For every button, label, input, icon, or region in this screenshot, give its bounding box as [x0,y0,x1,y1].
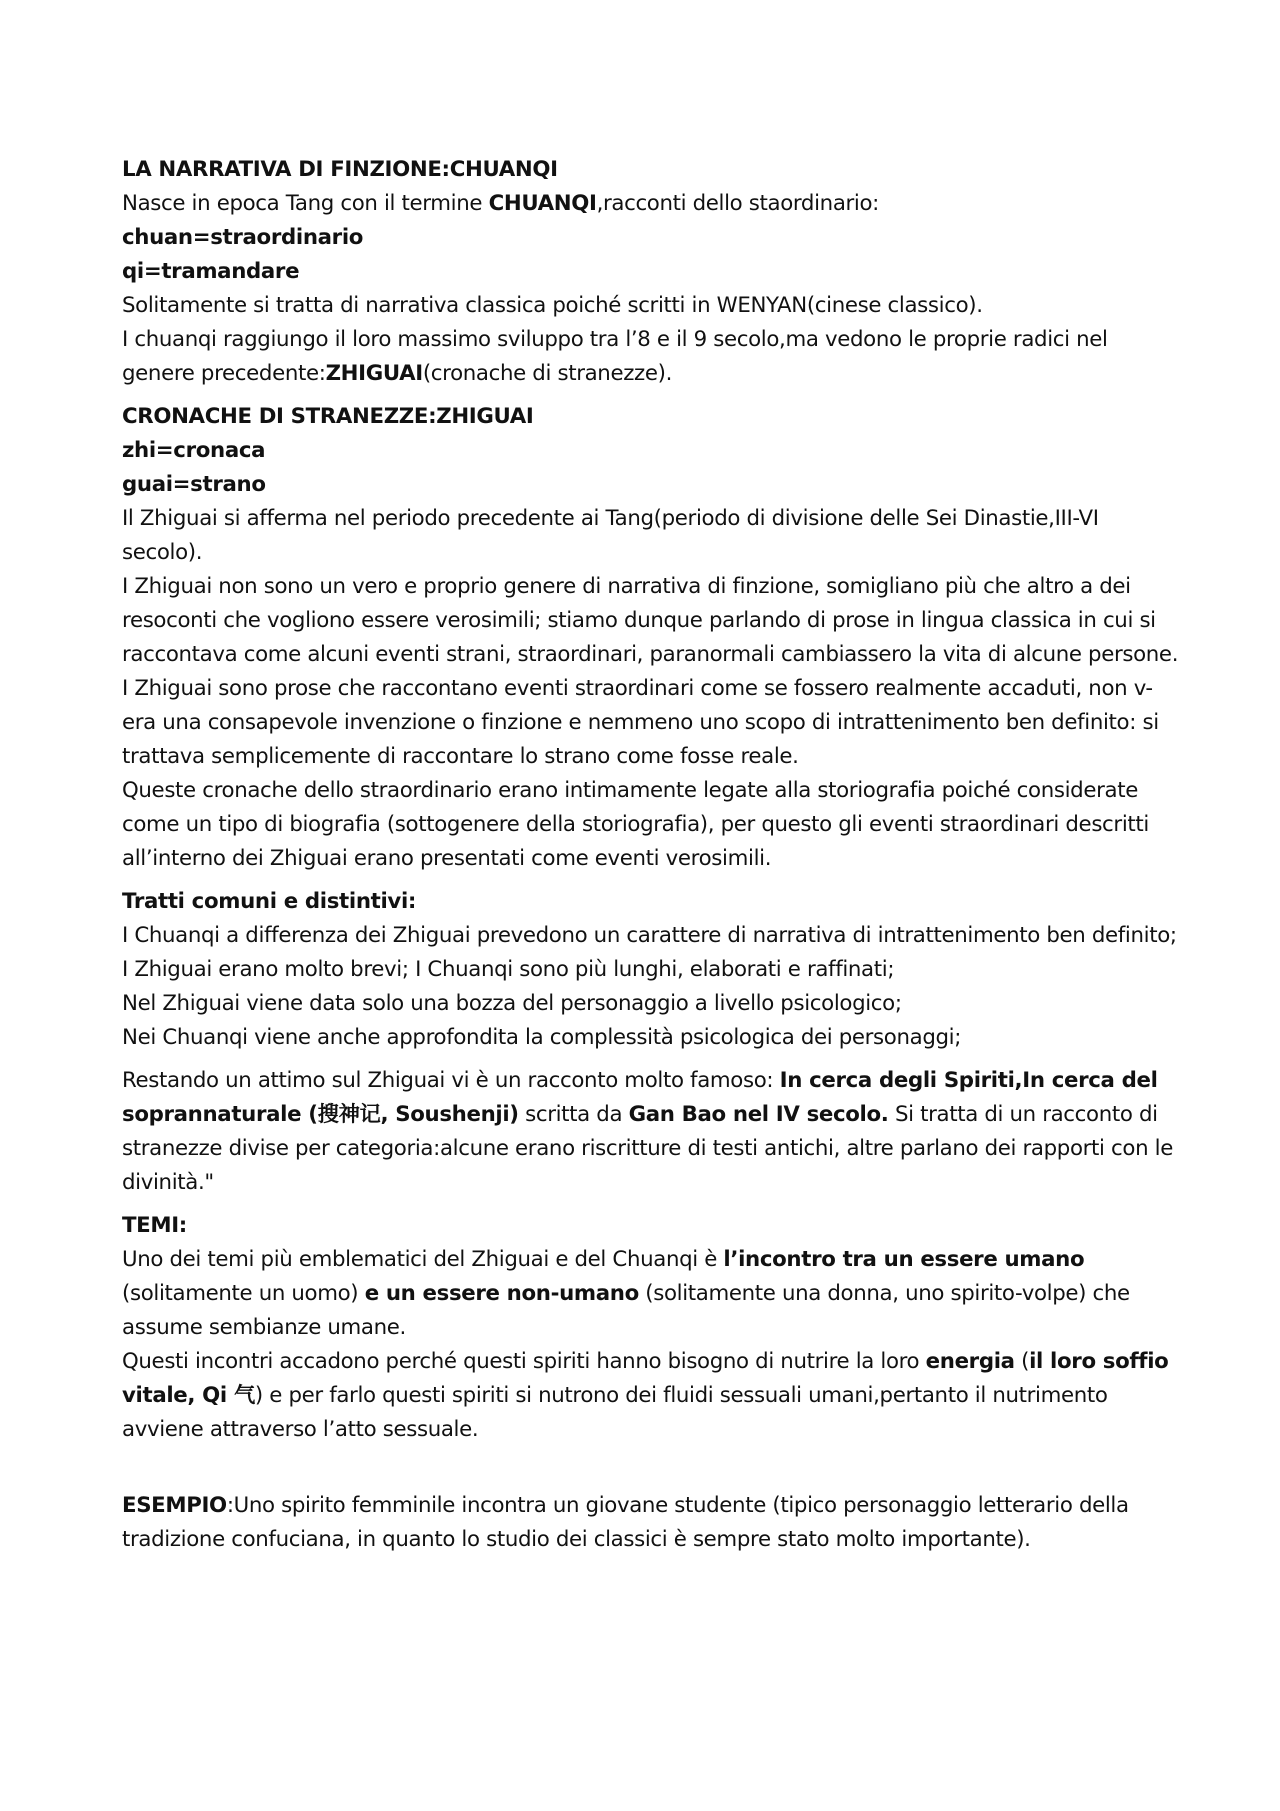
paragraph: Solitamente si tratta di narrativa classica poiché scritti in WENYAN(cinese classico). [122,293,983,318]
paragraph: I chuanqi raggiungo il loro massimo sviluppo tra l’8 e il 9 secolo,ma vedono le proprie radici nel genere precedente:ZHIGUAI(cronache di stranezze). [122,327,1108,386]
paragraph-esempio: ESEMPIO:Uno spirito femminile incontra un giovane studente (tipico personaggio letterario della tradizione confuciana, in quanto lo studio dei classici è sempre stato molto importante). [122,1493,1129,1552]
section-title-chuanqi: LA NARRATIVA DI FINZIONE:CHUANQI [122,157,558,182]
paragraph: Nei Chuanqi viene anche approfondita la complessità psicologica dei personaggi; [122,1025,962,1050]
paragraph: Nel Zhiguai viene data solo una bozza del personaggio a livello psicologico; [122,991,902,1016]
section-title-tratti: Tratti comuni e distintivi: [122,889,417,914]
paragraph: I Zhiguai erano molto brevi; I Chuanqi sono più lunghi, elaborati e raffinati; [122,957,895,982]
section-title-temi: TEMI: [122,1213,187,1238]
section-title-zhiguai: CRONACHE DI STRANEZZE:ZHIGUAI [122,404,534,429]
definition: chuan=straordinario [122,225,364,250]
paragraph-soushenji: Restando un attimo sul Zhiguai vi è un racconto molto famoso: In cerca degli Spiriti,In cerca del soprannaturale (搜神记, Soushenji) scritta da Gan Bao nel IV secolo. Si tratta di un racconto di stranezze divise per categoria:alcune erano riscritture di testi antichi, altre parlano dei rapporti con le divinità." [122,1068,1173,1195]
paragraph: Questi incontri accadono perché questi spiriti hanno bisogno di nutrire la loro energia (il loro soffio vitale, Qi 气) e per farlo questi spiriti si nutrono dei fluidi sessuali umani,pertanto il nutrimento avviene attraverso l’atto sessuale. [122,1349,1169,1442]
definition: qi=tramandare [122,259,300,284]
definition: guai=strano [122,472,266,497]
paragraph: Il Zhiguai si afferma nel periodo precedente ai Tang(periodo di divisione delle Sei Dinastie,III-VI secolo). [122,506,1099,565]
paragraph: I Zhiguai sono prose che raccontano eventi straordinari come se fossero realmente accaduti, non v-era una consapevole invenzione o finzione e nemmeno uno scopo di intrattenimento ben definito: si trattava semplicemente di raccontare lo strano come fosse reale. [122,676,1159,769]
definition: zhi=cronaca [122,438,266,463]
document-page [122,153,1182,1557]
paragraph: Queste cronache dello straordinario erano intimamente legate alla storiografia poiché considerate come un tipo di biografia (sottogenere della storiografia), per questo gli eventi straordinari descritti all’interno dei Zhiguai erano presentati come eventi verosimili. [122,778,1149,871]
paragraph: Uno dei temi più emblematici del Zhiguai e del Chuanqi è l’incontro tra un essere umano (solitamente un uomo) e un essere non-umano (solitamente una donna, uno spirito-volpe) che assume sembianze umane. [122,1247,1130,1340]
paragraph: I Zhiguai non sono un vero e proprio genere di narrativa di finzione, somigliano più che altro a dei resoconti che vogliono essere verosimili; stiamo dunque parlando di prose in lingua classica in cui si raccontava come alcuni eventi strani, straordinari, paranormali cambiassero la vita di alcune persone. [122,574,1179,667]
paragraph: I Chuanqi a differenza dei Zhiguai prevedono un carattere di narrativa di intrattenimento ben definito; [122,923,1177,948]
paragraph: Nasce in epoca Tang con il termine CHUANQI,racconti dello staordinario: [122,191,879,216]
